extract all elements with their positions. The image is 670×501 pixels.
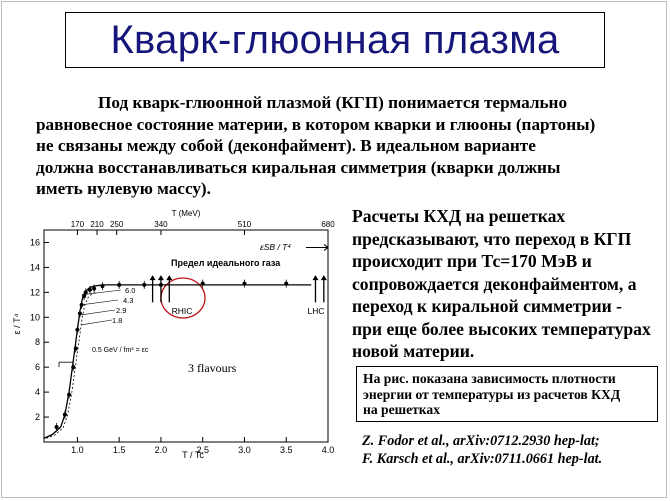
intro-line: должна восстанавливаться киральная симметрия (кварки должны	[36, 157, 561, 177]
tc-label: 1.8	[112, 316, 123, 325]
lhc-arrow-head	[312, 275, 318, 280]
reference-line: Z. Fodor et al., arXiv:0712.2930 hep-lat;	[362, 433, 600, 449]
top-axis-label: T (MeV)	[171, 209, 201, 218]
top-tick-label: 510	[237, 220, 252, 229]
tc-pointer	[82, 310, 115, 315]
intro-line: равновесное состояние материи, в котором кварки и глюоны (партоны)	[36, 114, 596, 134]
intro-line: иметь нулевую массу).	[36, 179, 211, 198]
right-line: при еще более высоких температурах	[352, 318, 651, 339]
slide-title: Кварк-глюонная плазма	[110, 17, 560, 62]
x-tick-label: 4.0	[321, 445, 335, 455]
tc-pointer	[82, 300, 118, 305]
rhic-arrow-head	[166, 275, 172, 280]
tc-label: 2.9	[116, 306, 127, 315]
y-tick-label: 8	[34, 337, 40, 348]
right-line: предсказывают, что переход в КГП	[352, 228, 632, 249]
x-axis-label: T / Tc	[182, 450, 204, 460]
caption-line: энергии от температуры из расчетов КХД	[363, 386, 621, 402]
title-box	[65, 12, 605, 68]
lhc-label: LHC	[307, 306, 325, 316]
right-line: переход к киральной симметрии -	[352, 296, 622, 316]
data-point	[63, 413, 67, 417]
data-point	[84, 290, 88, 294]
energy-density-band	[47, 292, 97, 438]
data-point	[67, 393, 71, 397]
data-point	[242, 282, 246, 286]
right-line: новой материи.	[352, 341, 475, 361]
x-tick-label: 1.5	[112, 445, 126, 455]
threshold-label: 0.5 GeV / fm³ = εc	[92, 347, 149, 354]
ideal-gas-label: Предел идеального газа	[171, 258, 281, 268]
y-axis-label: ε / T⁴	[12, 313, 22, 335]
intro-line: Под кварк-глюонной плазмой (КГП) понимается термально	[98, 93, 568, 112]
rhic-arrow-head	[158, 275, 164, 280]
rhic-label: RHIC	[171, 306, 193, 316]
data-point	[117, 283, 121, 287]
data-point	[88, 288, 92, 292]
y-tick-label: 2	[34, 412, 40, 423]
sb-label: εSB / T⁴	[260, 242, 292, 252]
data-point	[74, 346, 78, 350]
y-tick-label: 12	[29, 287, 40, 298]
data-point	[78, 312, 82, 316]
caption-line: На рис. показана зависимость плотности	[363, 371, 616, 386]
intro-line: не связаны между собой (деконфаймент). В идеальном варианте	[36, 136, 536, 155]
top-tick-label: 340	[154, 220, 168, 229]
data-point	[55, 425, 59, 429]
y-tick-label: 6	[34, 362, 40, 373]
reference-line: F. Karsch et al., arXiv:0711.0661 hep-lat.	[362, 451, 603, 467]
caption-box	[356, 366, 658, 422]
right-line: сопровождается деконфайментом, а	[352, 273, 637, 294]
references	[362, 432, 602, 468]
lhc-arrow-head	[321, 275, 327, 280]
data-point	[71, 365, 75, 369]
right-text	[352, 205, 670, 363]
data-point	[100, 284, 104, 288]
right-line: Расчеты КХД на решетках	[352, 206, 566, 226]
flavours-label: 3 flavours	[188, 361, 237, 375]
data-point	[201, 282, 205, 286]
right-line: происходит при Тс=170 МэВ и	[352, 251, 592, 271]
y-tick-label: 16	[29, 237, 40, 248]
x-tick-label: 3.5	[279, 445, 293, 455]
intro-paragraph	[36, 92, 628, 200]
rhic-arrow-head	[150, 275, 156, 280]
data-point	[284, 282, 288, 286]
caption-line: на решетках	[363, 402, 441, 417]
x-tick-label: 3.0	[238, 445, 251, 455]
x-tick-label: 2.0	[154, 445, 168, 455]
top-tick-label: 680	[321, 220, 335, 229]
data-point	[75, 328, 79, 332]
tc-label: 4.3	[123, 296, 134, 305]
x-tick-label: 2.5	[196, 445, 209, 455]
data-point	[92, 287, 96, 291]
y-tick-label: 4	[34, 387, 40, 398]
data-point	[142, 283, 146, 287]
y-tick-label: 14	[29, 262, 40, 273]
tc-label: 6.0	[125, 286, 136, 295]
energy-density-chart	[8, 206, 340, 464]
y-tick-label: 10	[29, 312, 40, 323]
x-tick-label: 1.0	[71, 445, 84, 455]
top-tick-label: 250	[109, 220, 124, 229]
tc-pointer	[82, 320, 112, 325]
top-tick-label: 210	[90, 220, 104, 229]
top-tick-label: 170	[70, 220, 85, 229]
